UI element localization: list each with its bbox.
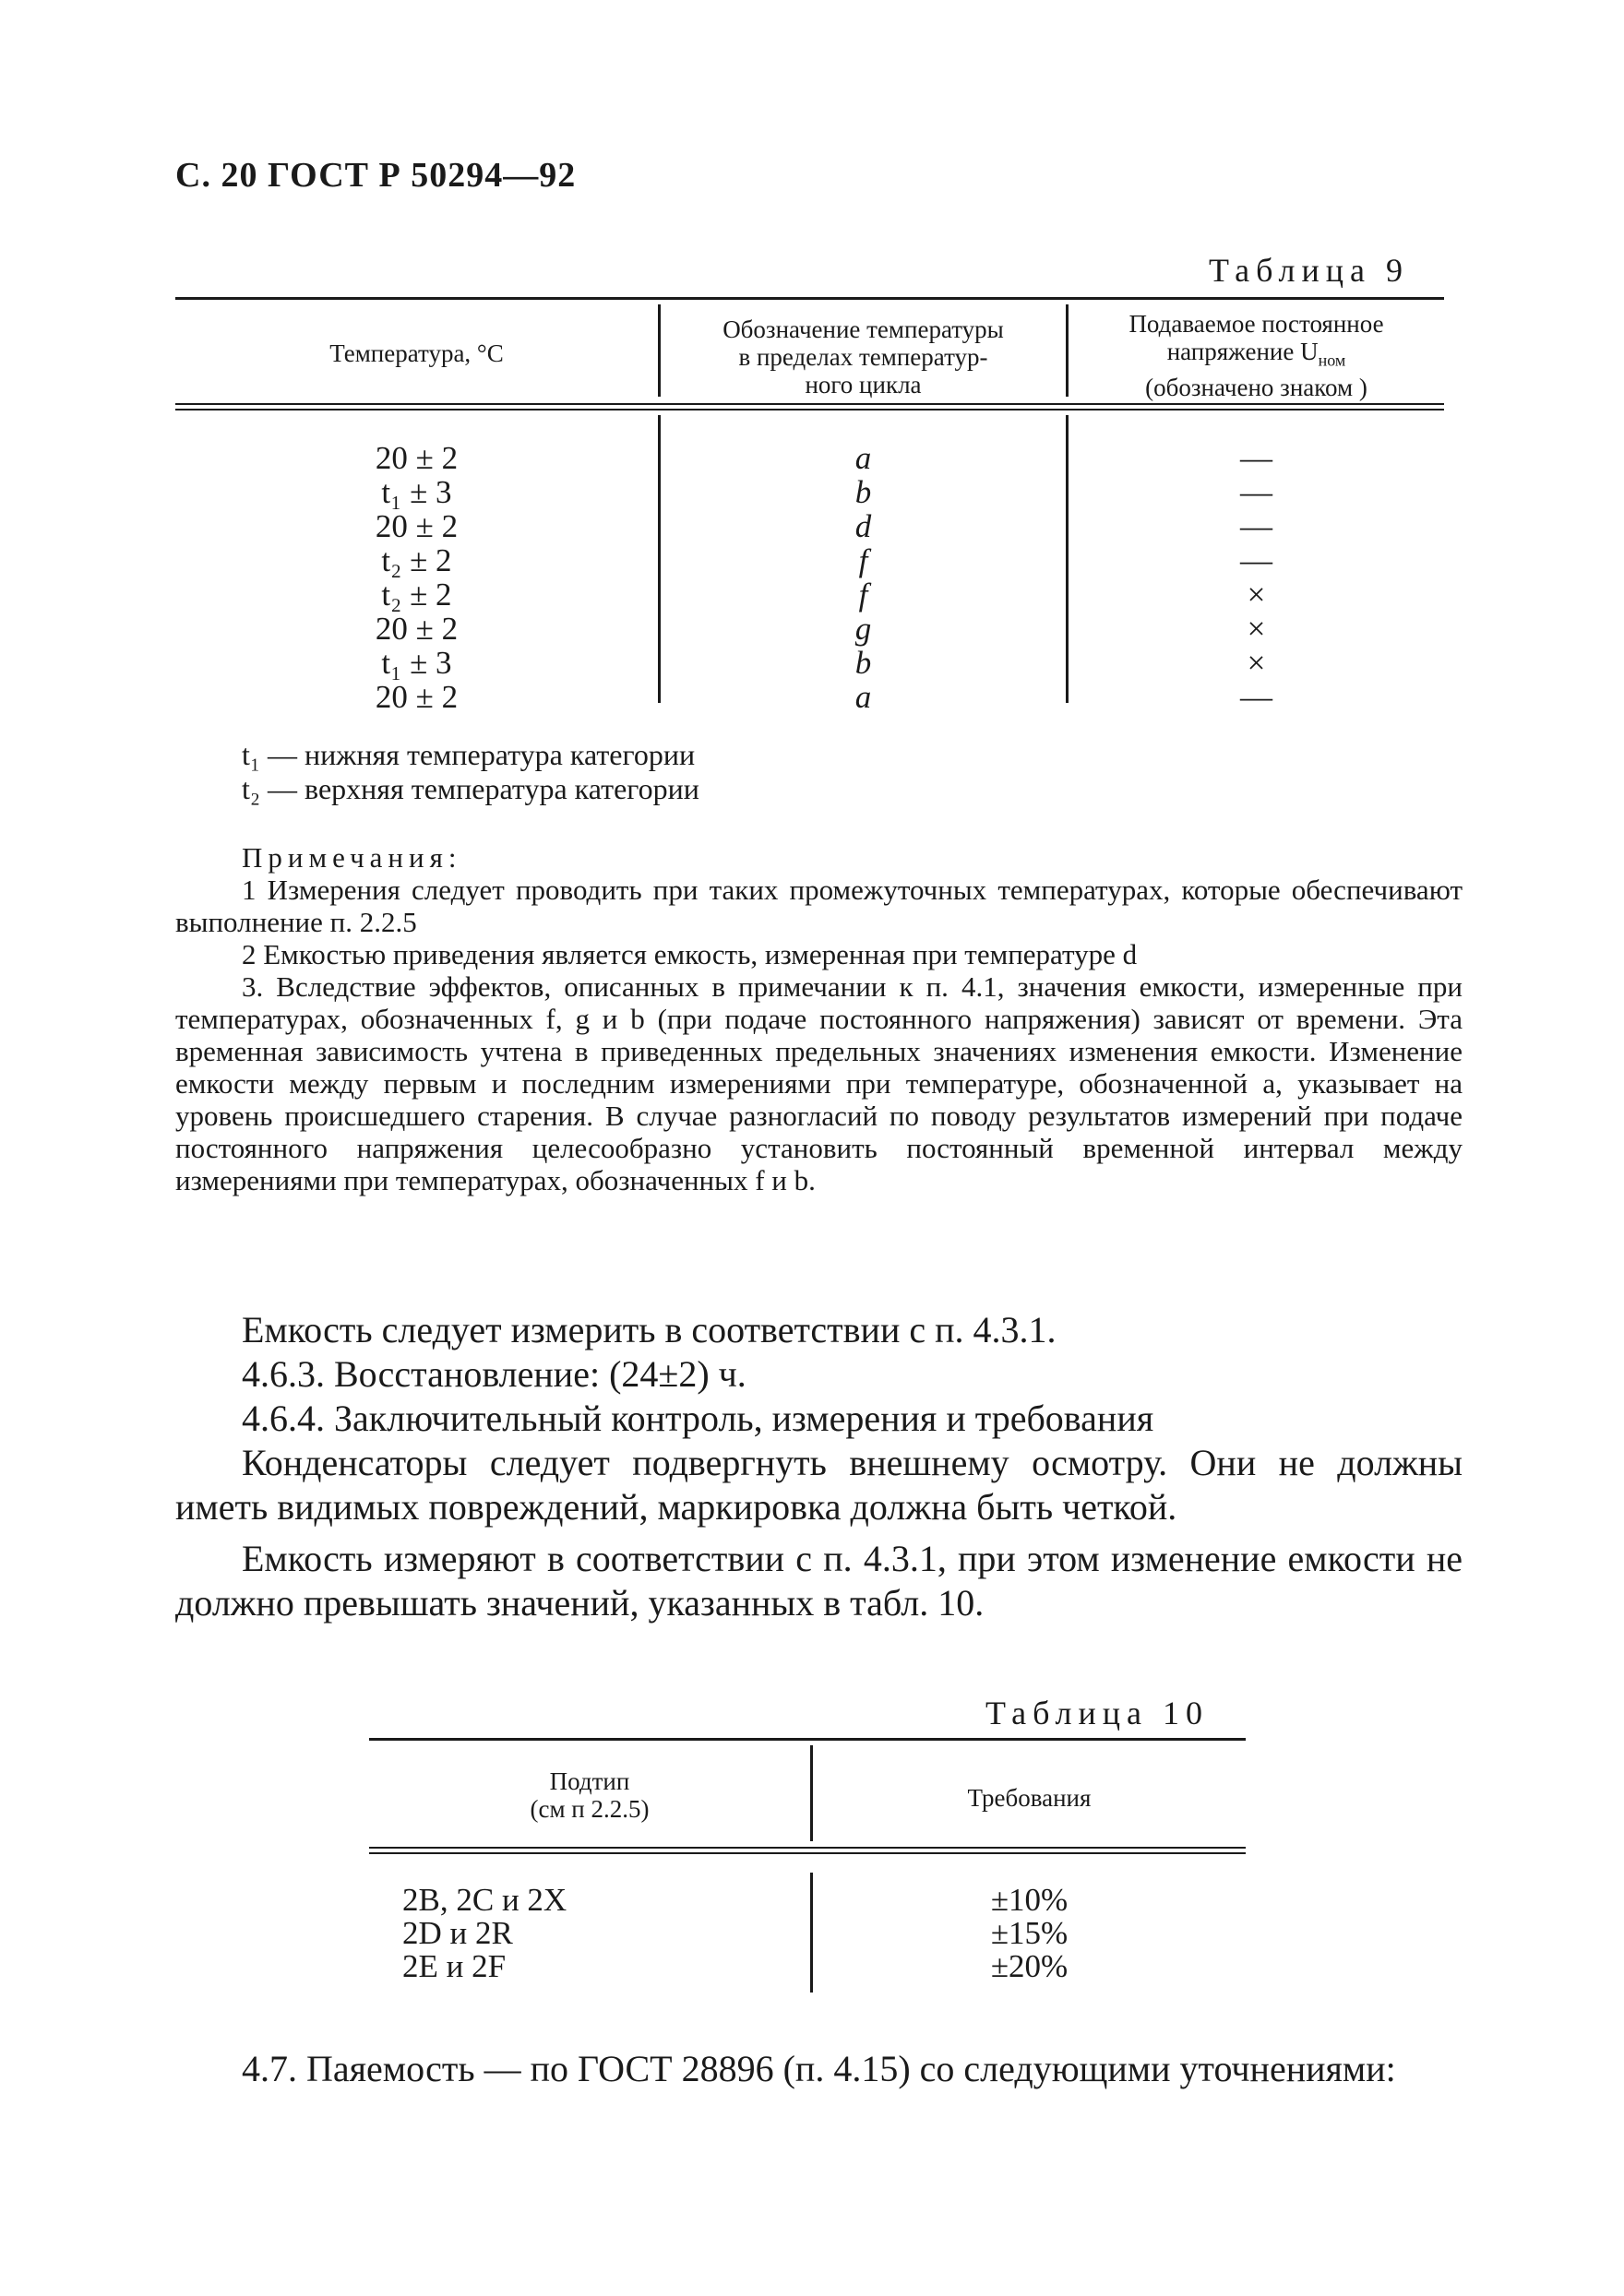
table9-header-rule-2 — [175, 409, 1444, 410]
body-paragraph: 4.7. Паяемость — по ГОСТ 28896 (п. 4.15) со следующими уточнениями: — [242, 2048, 1396, 2089]
table9-header-rule — [175, 403, 1444, 405]
table9-temp-cell: t₂ ± 2 — [381, 577, 452, 613]
table10-col1-header — [369, 1767, 810, 1823]
table9-voltage-column — [1069, 441, 1444, 714]
table9-designation-cell: f — [858, 542, 868, 578]
body-paragraph: Емкость измеряют в соответствии с п. 4.3.1, при этом изменение емкости не должно превышать значений, указанных в табл. 10. — [175, 1538, 1463, 1624]
table9-legend — [242, 738, 699, 806]
table10-caption: Таблица 10 — [985, 1695, 1209, 1731]
table9-col3-header-line: Подаваемое постоянное — [1128, 310, 1384, 338]
notes-block — [175, 841, 1463, 1196]
note-item: 2 Емкостью приведения является емкость, измеренная при температуре d — [242, 938, 1138, 970]
table10-subtype-cell: 2D и 2R — [402, 1915, 513, 1951]
table10-requirement-cell: ±20% — [990, 1948, 1069, 1984]
table10-top-rule — [369, 1738, 1246, 1741]
table9-legend-item: t₁ — нижняя температура категории — [242, 738, 696, 771]
body-paragraph: 4.6.4. Заключительный контроль, измерения и требования — [242, 1398, 1154, 1439]
table9-voltage-cell: — — [1240, 679, 1272, 715]
table9-caption: Таблица 9 — [1209, 252, 1409, 289]
table10-requirement-cell: ±15% — [990, 1915, 1069, 1951]
table9-voltage-cell: — — [1240, 440, 1272, 476]
table9-designation-cell: b — [854, 645, 872, 681]
table10-col2-header: Требования — [967, 1784, 1092, 1812]
table9-col3-header-line — [1069, 338, 1444, 374]
table9-temp-cell: t₁ ± 3 — [381, 645, 452, 681]
table9-voltage-cell: — — [1240, 542, 1272, 578]
table10-col1-header-line: (см п 2.2.5) — [530, 1795, 650, 1823]
table9-col3-header-line: (обозначено знаком ) — [1145, 374, 1367, 402]
table9-voltage-cell: — — [1240, 508, 1272, 544]
table9-designation-cell: d — [854, 508, 872, 544]
table10-subtype-cell: 2E и 2F — [402, 1948, 507, 1984]
table10-requirement-cell: ±10% — [990, 1882, 1069, 1918]
table9-temp-cell: 20 ± 2 — [375, 508, 459, 544]
table9-designation-column — [661, 441, 1066, 714]
table10-requirement-column — [813, 1884, 1246, 1983]
table9-legend-item: t₂ — верхняя температура категории — [242, 772, 699, 805]
table9-voltage-cell: — — [1240, 474, 1272, 510]
table9-designation-cell: g — [854, 611, 872, 647]
table9-col2-header-line: ного цикла — [805, 371, 922, 399]
table9-col3-header-subscript: ном — [1318, 351, 1346, 370]
page-header: С. 20 ГОСТ Р 50294—92 — [175, 156, 577, 195]
table9-col3-header — [1069, 310, 1444, 401]
table9-voltage-cell: × — [1247, 645, 1266, 681]
table9-temp-cell: 20 ± 2 — [375, 611, 459, 647]
body-text — [175, 1308, 1463, 1625]
table9-voltage-cell: × — [1247, 577, 1266, 613]
notes-title: Примечания: — [242, 841, 462, 874]
body-paragraph: Конденсаторы следует подвергнуть внешнему осмотру. Они не должны иметь видимых повреждений, маркировка должна быть четкой. — [175, 1442, 1463, 1528]
table10-col1-header-line: Подтип — [549, 1767, 630, 1795]
table9-temp-column — [175, 441, 658, 714]
table10-subtype-column — [402, 1884, 790, 1983]
table9-designation-cell: b — [854, 474, 872, 510]
table9-top-rule — [175, 297, 1444, 300]
section-4-7 — [175, 2046, 1463, 2092]
table9-designation-cell: f — [858, 577, 868, 613]
table9-designation-cell: a — [854, 440, 872, 476]
table9-col2-header — [661, 315, 1066, 399]
body-paragraph: 4.6.3. Восстановление: (24±2) ч. — [242, 1353, 746, 1395]
table9-col3-header-text: напряжение U — [1166, 338, 1319, 365]
table9-col2-header-line: Обозначение температуры — [722, 315, 1004, 343]
table10-header-rule-2 — [369, 1852, 1246, 1854]
body-paragraph: Емкость следует измерить в соответствии с п. 4.3.1. — [242, 1309, 1057, 1350]
table10-subtype-cell: 2B, 2C и 2X — [402, 1882, 567, 1918]
table9-temp-cell: t₂ ± 2 — [381, 542, 452, 578]
table9-temp-cell: t₁ ± 3 — [381, 474, 452, 510]
note-item: 1 Измерения следует проводить при таких промежуточных температурах, которые обеспечивают выполнение п. 2.2.5 — [175, 874, 1463, 938]
table9-col1-header: Температура, °С — [329, 339, 504, 367]
note-item: 3. Вследствие эффектов, описанных в примечании к п. 4.1, значения емкости, измеренные при температурах, обозначенных f, g и b (при подаче постоянного напряжения) зависят от времени. Эта временная зависимость учтена в приведенных предельных значениях изменения емкости. Изменение емкости между первым и последним измерениями при температуре, обозначенной a, указывает на уровень происшедшего старения. В случае разногласий по поводу результатов измерений при подаче постоянного напряжения целесообразно установить постоянный временной интервал между измерениями при температурах, обозначенных f и b. — [175, 970, 1463, 1196]
table9-temp-cell: 20 ± 2 — [375, 679, 459, 715]
table9-designation-cell: a — [854, 679, 872, 715]
table9-col2-header-line: в пределах температур- — [738, 343, 988, 371]
table9-temp-cell: 20 ± 2 — [375, 440, 459, 476]
table9-voltage-cell: × — [1247, 611, 1266, 647]
table10-header-rule — [369, 1847, 1246, 1849]
